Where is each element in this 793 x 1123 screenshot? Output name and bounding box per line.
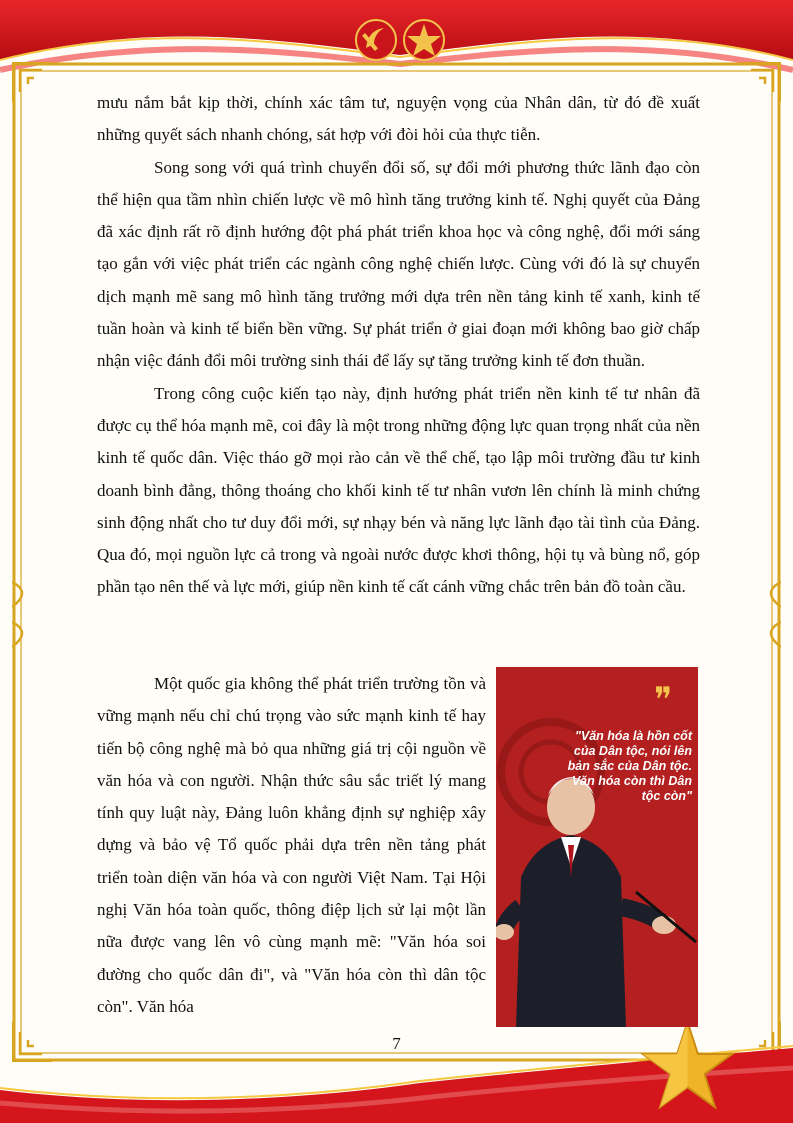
decorative-drum-pattern [496,667,698,1027]
poster-quote: "Văn hóa là hồn cốt của Dân tộc, nói lên bản sắc của Dân tộc. Văn hóa còn thì Dân tộc còn" [567,729,692,803]
body-text-full-width [97,87,700,604]
quote-poster [496,667,698,1027]
body-text-column [97,668,486,1023]
paragraph: Song song với quá trình chuyển đổi số, sự đổi mới phương thức lãnh đạo còn thể hiện qua tầm nhìn chiến lược về mô hình tăng trưởng kinh tế. Nghị quyết của Đảng đã xác định rất rõ định hướng đột phá phát triển khoa học và công nghệ, đổi mới sáng tạo gắn với việc phát triển các ngành công nghệ chiến lược. Cùng với đó là sự chuyển dịch mạnh mẽ sang mô hình tăng trưởng mới dựa trên nền tảng kinh tế xanh, kinh tế tuần hoàn và kinh tế biển bền vững. Sự phát triển ở giai đoạn mới không bao giờ chấp nhận việc đánh đổi môi trường sinh thái để lấy sự tăng trưởng kinh tế đơn thuần. [97,157,700,371]
paragraph: mưu nắm bắt kịp thời, chính xác tâm tư, nguyện vọng của Nhân dân, từ đó đề xuất những quyết sách nhanh chóng, sát hợp với đòi hỏi của thực tiễn. [97,93,700,145]
paragraph: Một quốc gia không thể phát triển trường tồn và vững mạnh nếu chỉ chú trọng vào sức mạnh kinh tế hay tiến bộ công nghệ mà bỏ qua những giá trị cội nguồn về văn hóa và con người. Nhận thức sâu sắc triết lý mang tính quy luật này, Đảng luôn khẳng định sự nghiệp xây dựng và bảo vệ Tổ quốc phải dựa trên nền tảng phát triển toàn diện văn hóa và con người Việt Nam. Tại Hội nghị Văn hóa toàn quốc, thông điệp lịch sử lại một lần nữa được vang lên vô cùng mạnh mẽ: "Văn hóa soi đường cho quốc dân đi", và "Văn hóa còn thì dân tộc còn". Văn hóa [97,674,486,1016]
paragraph: Trong công cuộc kiến tạo này, định hướng phát triển nền kinh tế tư nhân đã được cụ thể hóa mạnh mẽ, coi đây là một trong những động lực quan trọng nhất của nền kinh tế quốc dân. Việc tháo gỡ mọi rào cản về thể chế, tạo lập môi trường đầu tư kinh doanh bình đẳng, thông thoáng cho khối kinh tế tư nhân vươn lên chính là minh chứng sinh động nhất cho tư duy đổi mới, sự nhạy bén và năng lực lãnh đạo tài tình của Đảng. Qua đó, mọi nguồn lực cả trong và ngoài nước được khơi thông, hội tụ và bùng nổ, góp phần tạo nên thế và lực mới, giúp nền kinh tế cất cánh vững chắc trên bản đồ toàn cầu. [97,383,700,597]
page-number: 7 [392,1034,401,1053]
gold-star-icon [640,1018,735,1113]
quote-mark-icon: ❞ [654,680,673,720]
